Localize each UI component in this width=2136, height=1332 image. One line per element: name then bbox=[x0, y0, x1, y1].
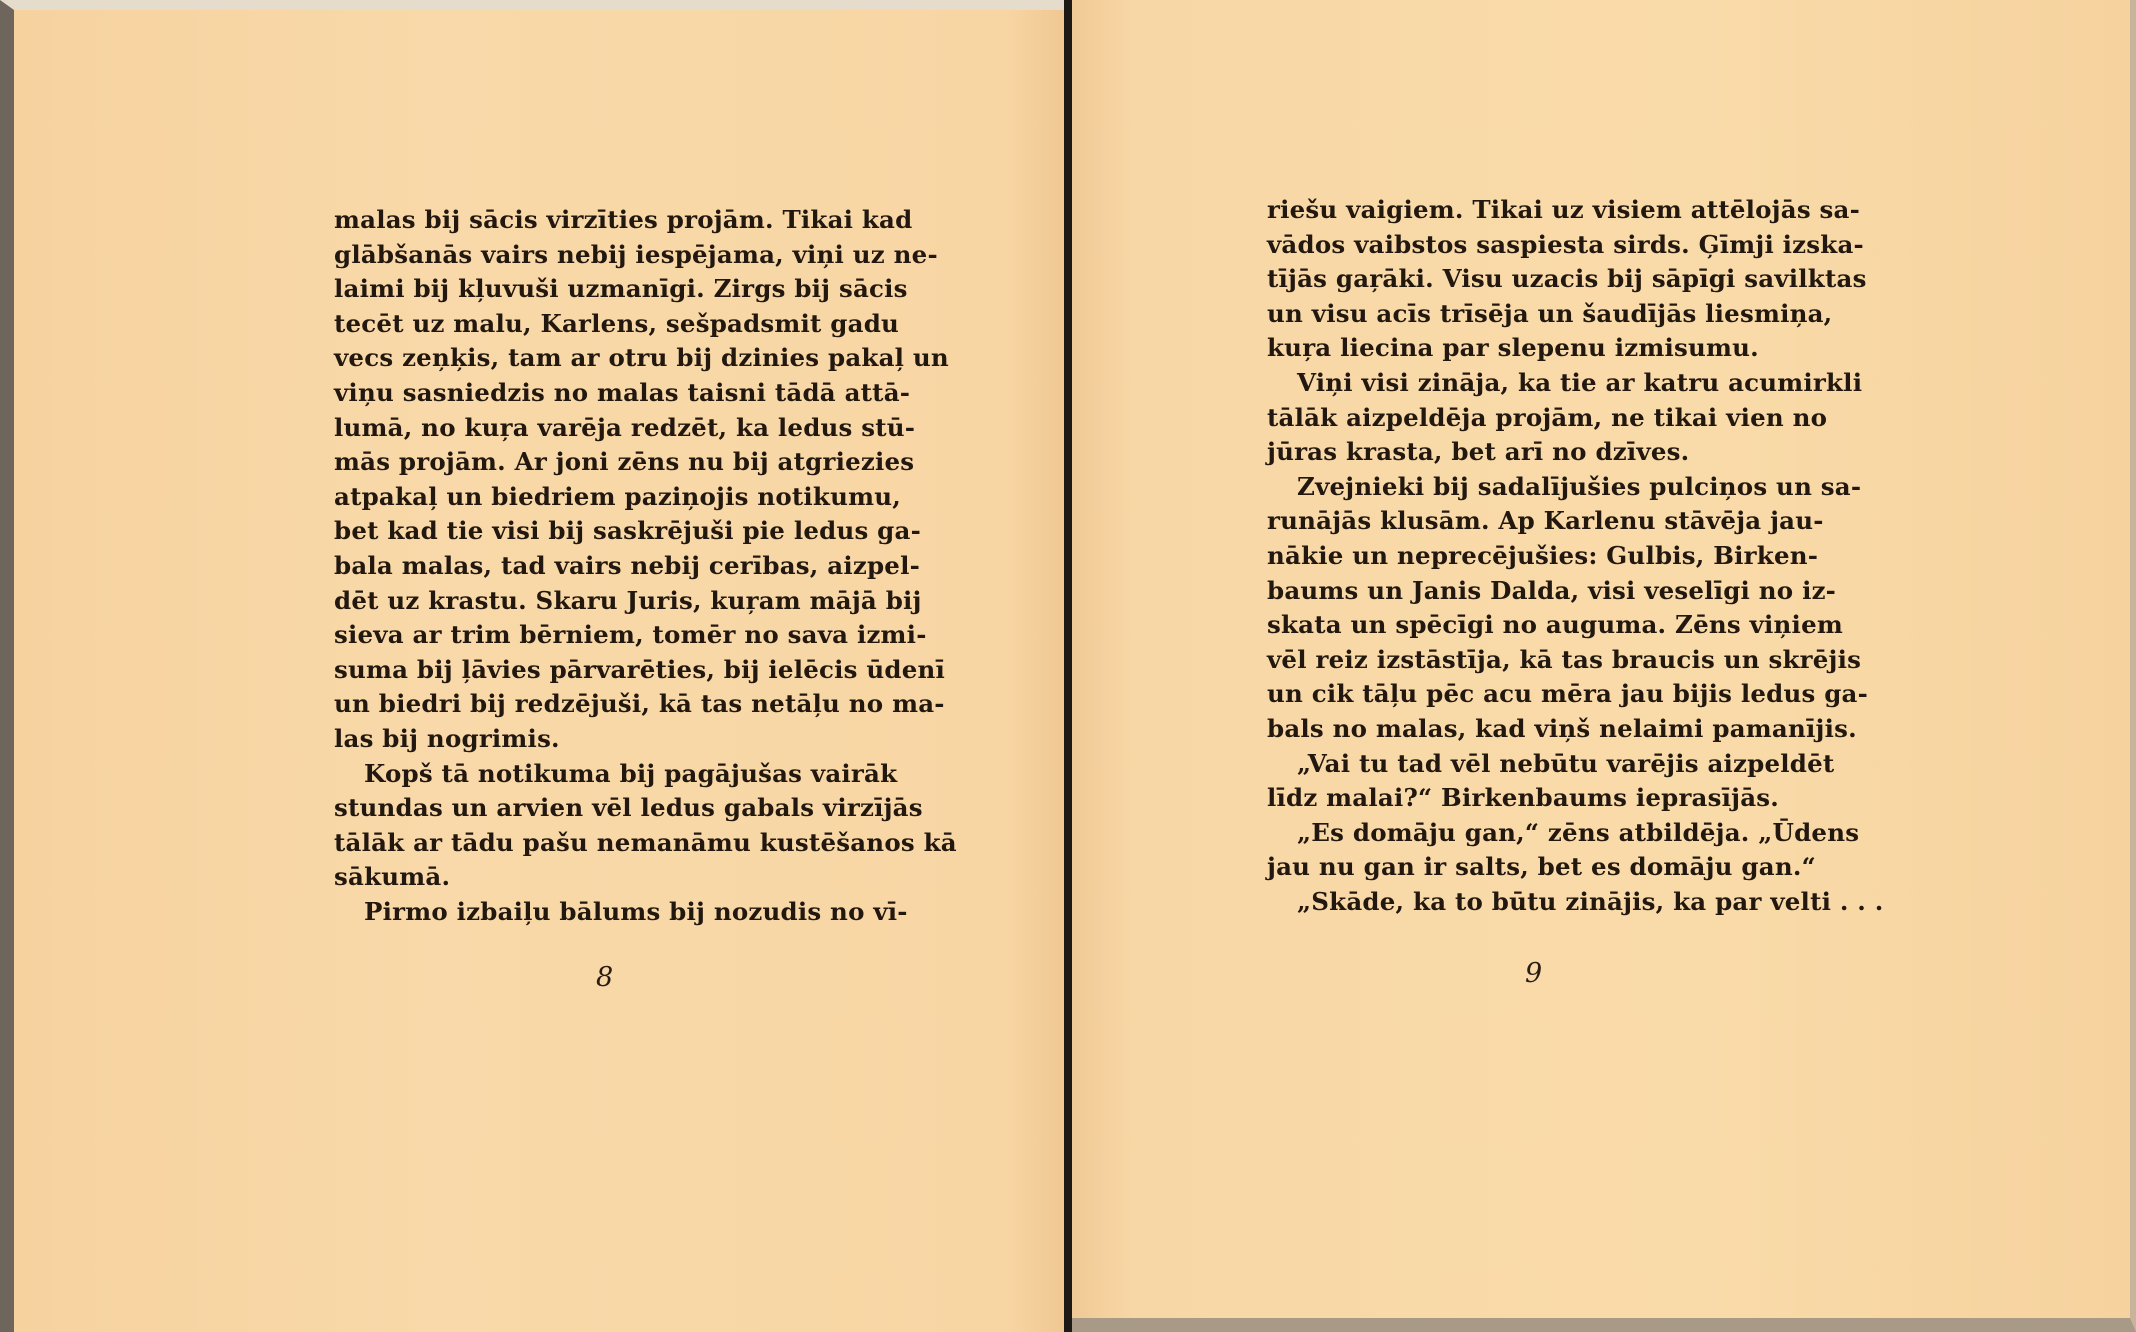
text-line: tālāk ar tādu pašu nemanāmu kustēšanos kā bbox=[334, 827, 957, 857]
text-line: baums un Janis Dalda, visi veselīgi no iz- bbox=[1267, 575, 1837, 605]
text-line: „Es domāju gan,“ zēns atbildēja. „Ūdens bbox=[1297, 817, 1860, 847]
text-line: tālāk aizpeldēja projām, ne tikai vien no bbox=[1267, 402, 1828, 432]
text-line: dēt uz krastu. Skaru Juris, kuŗam mājā bij bbox=[334, 585, 922, 615]
text-line: Zvejnieki bij sadalījušies pulciņos un sa- bbox=[1297, 471, 1862, 501]
text-line: jūras krasta, bet arī no dzīves. bbox=[1267, 437, 1690, 467]
text-line: un biedri bij redzējuši, kā tas netāļu no ma- bbox=[334, 689, 945, 719]
text-line: bala malas, tad vairs nebij cerības, aizpel- bbox=[334, 550, 920, 580]
text-line: mās projām. Ar joni zēns nu bij atgriezies bbox=[334, 447, 915, 477]
text-line: Viņi visi zināja, ka tie ar katru acumirkli bbox=[1297, 367, 1863, 397]
text-line: sākumā. bbox=[334, 862, 451, 892]
text-line: runājās klusām. Ap Karlenu stāvēja jau- bbox=[1267, 506, 1824, 536]
text-line: riešu vaigiem. Tikai uz visiem attēlojās sa- bbox=[1267, 195, 1860, 224]
text-line: malas bij sācis virzīties projām. Tikai kad bbox=[334, 205, 913, 234]
text-line: un cik tāļu pēc acu mēra jau bijis ledus ga- bbox=[1267, 679, 1868, 709]
text-line: vēl reiz izstāstīja, kā tas braucis un skrējis bbox=[1267, 644, 1862, 674]
text-line: „Vai tu tad vēl nebūtu varējis aizpeldēt bbox=[1297, 748, 1835, 778]
text-line: stundas un arvien vēl ledus gabals virzījās bbox=[334, 793, 923, 823]
text-line: jau nu gan ir salts, bet es domāju gan.“ bbox=[1267, 852, 1816, 882]
text-line: skata un spēcīgi no auguma. Zēns viņiem bbox=[1267, 610, 1843, 640]
text-line: laimi bij kļuvuši uzmanīgi. Zirgs bij sācis bbox=[334, 274, 908, 304]
page-number-left: 8 bbox=[596, 962, 614, 993]
left-page-text bbox=[334, 203, 957, 929]
text-line: viņu sasniedzis no malas taisni tādā attā- bbox=[334, 377, 911, 407]
text-line: „Skāde, ka to būtu zinājis, ka par velti . . . bbox=[1297, 886, 1884, 916]
text-line: las bij nogrimis. bbox=[334, 723, 560, 753]
text-line: atpakaļ un biedriem paziņojis notikumu, bbox=[334, 481, 901, 511]
text-line: vecs zeņķis, tam ar otru bij dzinies pakaļ un bbox=[334, 343, 949, 373]
text-line: suma bij ļāvies pārvarēties, bij ielēcis ūdenī bbox=[334, 654, 946, 684]
text-line: tījās gaŗāki. Visu uzacis bij sāpīgi savilktas bbox=[1267, 264, 1867, 294]
text-line: un visu acīs trīsēja un šaudījās liesmiņa, bbox=[1267, 298, 1833, 328]
right-page-text bbox=[1267, 193, 1884, 919]
text-line: nākie un neprecējušies: Gulbis, Birken- bbox=[1267, 540, 1819, 570]
text-line: līdz malai?“ Birkenbaums ieprasījās. bbox=[1267, 783, 1779, 813]
text-line: lumā, no kuŗa varēja redzēt, ka ledus stū- bbox=[334, 412, 916, 442]
text-line: tecēt uz malu, Karlens, sešpadsmit gadu bbox=[334, 308, 900, 338]
text-line: Kopš tā notikuma bij pagājušas vairāk bbox=[364, 758, 898, 788]
text-line: kuŗa liecina par slepenu izmisumu. bbox=[1267, 333, 1759, 363]
page-number-right: 9 bbox=[1525, 958, 1543, 989]
text-line: vādos vaibstos saspiesta sirds. Ģīmji izska- bbox=[1267, 229, 1864, 259]
text-line: bals no malas, kad viņš nelaimi pamanījis. bbox=[1267, 713, 1857, 743]
text-line: sieva ar trim bērniem, tomēr no sava izmi- bbox=[334, 620, 927, 650]
text-line: glābšanās vairs nebij iespējama, viņi uz ne- bbox=[334, 239, 938, 269]
text-line: bet kad tie visi bij saskrējuši pie ledus ga- bbox=[334, 516, 921, 546]
text-line: Pirmo izbaiļu bālums bij nozudis no vī- bbox=[364, 896, 908, 926]
book-gutter bbox=[1064, 0, 1072, 1332]
